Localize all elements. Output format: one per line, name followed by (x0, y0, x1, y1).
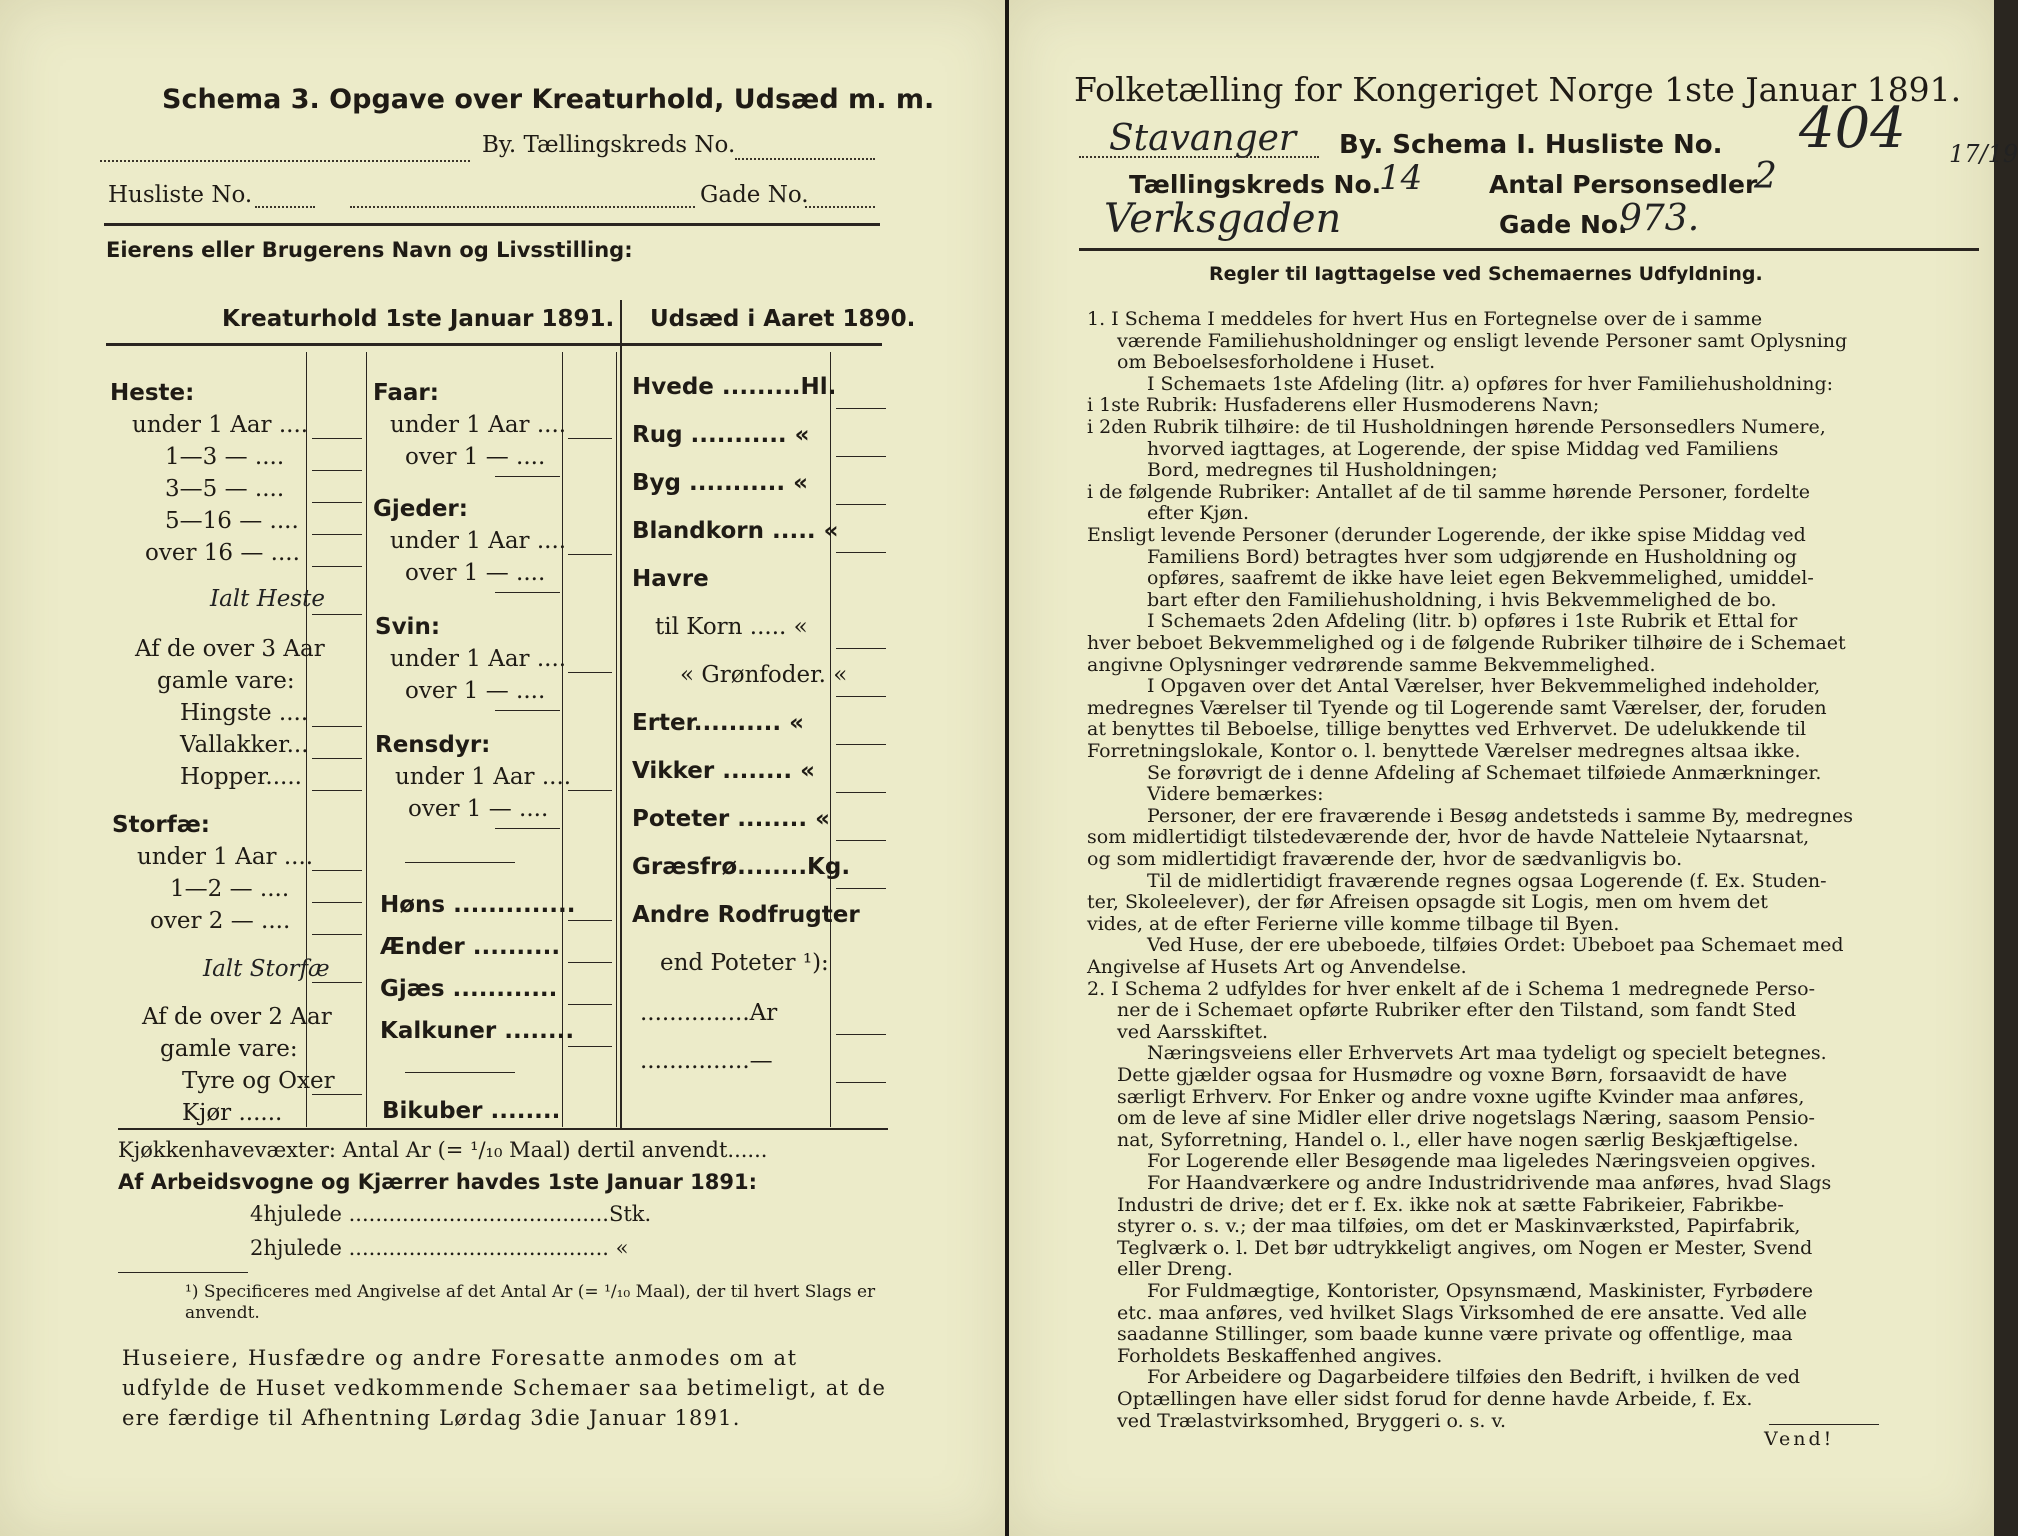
rule-line: For Fuldmægtige, Kontorister, Opsynsmænd, Maskinister, Fyrbødere (1147, 1280, 1813, 1302)
closing-line-1: Huseiere, Husfædre og andre Foresatte anmodes om at (122, 1346, 798, 1370)
entry-line (312, 790, 362, 791)
row-label: Heste: (110, 380, 195, 406)
rule-line: særligt Erhverv. For Enker og andre voxne ugifte Kvinder maa anføres, (1117, 1085, 1805, 1108)
entry-line (836, 1034, 886, 1035)
entry-line (312, 438, 362, 439)
entry-line (836, 504, 886, 505)
row-label: Svin: (375, 614, 441, 640)
col2-divider-b (616, 352, 617, 1127)
row-label: over 1 — .... (408, 796, 549, 822)
col3-divider (830, 352, 831, 1127)
row-label: over 16 — .... (145, 540, 300, 566)
header-rule (1079, 248, 1979, 251)
census-title: Folketælling for Kongeriget Norge 1ste Januar 1891. (1074, 70, 1962, 109)
row-label: Kjør ...... (182, 1100, 283, 1126)
entry-line (836, 552, 886, 553)
by-label: By. Tællingskreds No. (482, 132, 736, 158)
entry-line (312, 758, 362, 759)
by-name-blank (100, 158, 470, 162)
entry-line (568, 438, 612, 439)
rule-line: Forholdets Beskaffenhed angives. (1117, 1344, 1443, 1367)
row-label: Gjeder: (373, 496, 468, 522)
row-label: under 1 Aar .... (137, 844, 314, 870)
rule-line: hver beboet Bekvemmelighed og i de følgende Rubriker tilhøire de i Schemaet (1087, 632, 1846, 654)
entry-line (495, 710, 560, 711)
row-label: Bikuber ........ (382, 1098, 561, 1124)
closing-line-2: udfylde de Huset vedkommende Schemaer saa betimeligt, at de (122, 1376, 887, 1400)
schema3-title: Schema 3. Opgave over Kreaturhold, Udsæd m. m. (162, 84, 935, 115)
husliste-blank (255, 206, 315, 208)
udsaed-header: Udsæd i Aaret 1890. (650, 306, 916, 332)
entry-line (836, 840, 886, 841)
entry-line (836, 744, 886, 745)
row-label: 3—5 — .... (165, 476, 285, 502)
row-label: ...............— (640, 1048, 773, 1074)
hjul2-line: 2hjulede ....................................... « (250, 1236, 629, 1260)
entry-line (568, 920, 612, 921)
arbeidsvogne-line: Af Arbeidsvogne og Kjærrer havdes 1ste Januar 1891: (118, 1170, 758, 1194)
row-label: Vikker ........ « (632, 758, 815, 784)
row-label: Erter.......... « (632, 710, 804, 736)
rule-line: Familiens Bord) betragtes hver som udgjørende en Husholdning og (1147, 545, 1797, 568)
gade-no-label: Gade No. (1499, 210, 1628, 239)
rule-line: i 1ste Rubrik: Husfaderens eller Husmoderens Navn; (1087, 394, 1600, 417)
row-label: Storfæ: (112, 812, 211, 838)
kreatur-header: Kreaturhold 1ste Januar 1891. (222, 306, 615, 332)
by-schema-label: By. Schema I. Husliste No. (1339, 130, 1723, 160)
kjokken-line: Kjøkkenhavevæxter: Antal Ar (= ¹/₁₀ Maal) dertil anvendt...... (118, 1138, 768, 1162)
row-label: 1—3 — .... (165, 444, 285, 470)
entry-line (312, 534, 362, 535)
entry-line (568, 790, 612, 791)
rule-line: angivne Oplysninger vedrørende samme Bekvemmelighed. (1087, 653, 1656, 676)
row-label: Gjæs ............ (380, 976, 558, 1002)
row-label: Ialt Heste (210, 586, 326, 612)
rule-line: at benyttes til Beboelse, tillige benyttes ved Erhvervet. De udelukkende til (1087, 718, 1807, 741)
rule-line: hvorved iagttages, at Logerende, der spise Middag ved Familiens (1147, 437, 1779, 460)
row-label: over 1 — .... (405, 678, 546, 704)
row-label: end Poteter ¹): (660, 950, 829, 976)
row-label: Hopper..... (180, 764, 302, 790)
entry-line (495, 476, 560, 477)
rule-line: 1. I Schema I meddeles for hvert Hus en Fortegnelse over de i samme (1087, 308, 1763, 330)
footnote: ¹) Specificeres med Angivelse af det Antal Ar (= ¹/₁₀ Maal), der til hvert Slags er anvendt. (185, 1282, 876, 1323)
rule-line: vides, at de efter Ferierne ville komme tilbage til Byen. (1087, 912, 1620, 935)
rule-line: saadanne Stillinger, som baade kunne være private og offentlige, maa (1117, 1323, 1793, 1346)
rule-line: værende Familiehusholdninger og ensligt levende Personer samt Oplysning (1117, 329, 1848, 352)
row-label: Af de over 2 Aar (142, 1004, 332, 1030)
row-label: Græsfrø........Kg. (632, 854, 851, 880)
antal-handwritten: 2 (1754, 156, 1777, 197)
husliste-handwritten: 404 (1799, 96, 1906, 161)
header-rule (104, 223, 880, 226)
row-label: Andre Rodfrugter (632, 902, 860, 928)
rule-line: Teglværk o. l. Det bør udtrykkeligt angives, om Nogen er Mester, Svend (1117, 1236, 1813, 1259)
rule-line: I Opgaven over det Antal Værelser, hver Bekvemmelighed indeholder, (1147, 675, 1821, 698)
row-label: Høns .............. (380, 892, 576, 918)
entry-line (312, 470, 362, 471)
table-bottom-rule (118, 1128, 888, 1130)
rule-line: nat, Syforretning, Handel o. l., eller have nogen særlig Beskjæftigelse. (1117, 1128, 1799, 1151)
rule-line: eller Dreng. (1117, 1258, 1233, 1281)
row-label: over 2 — .... (150, 908, 291, 934)
closing-line-3: ere færdige til Afhentning Lørdag 3die Januar 1891. (122, 1406, 741, 1430)
entry-line (405, 1072, 515, 1073)
row-label: 5—16 — .... (165, 508, 299, 534)
rule-line: 2. I Schema 2 udfyldes for hver enkelt af de i Schema 1 medregnede Perso- (1087, 977, 1816, 1000)
rule-line: styrer o. s. v.; der maa tilføies, om det er Maskinværksted, Papirfabrik, (1117, 1215, 1801, 1238)
row-label: under 1 Aar .... (132, 412, 309, 438)
rule-line: For Haandværkere og andre Industridrivende maa anføres, hvad Slags (1147, 1172, 1832, 1194)
row-label: Vallakker... (180, 732, 309, 758)
rule-line: som midlertidigt tilstedeværende der, hvor de havde Natteleie Nytaarsnat, (1087, 826, 1810, 849)
rule-line: efter Kjøn. (1147, 502, 1250, 525)
entry-line (568, 672, 612, 673)
entry-line (836, 696, 886, 697)
row-label: under 1 Aar .... (390, 528, 567, 554)
entry-line (312, 902, 362, 903)
row-label: Ænder .......... (380, 934, 561, 960)
rule-line: ved Aarsskiftet. (1117, 1020, 1268, 1043)
rule-line: Forretningslokale, Kontor o. l. benyttede Værelser medregnes altsaa ikke. (1087, 740, 1801, 762)
gade-no-handwritten: 973. (1619, 198, 1700, 239)
rule-line: Dette gjælder ogsaa for Husmødre og voxne Børn, forsaavidt de have (1117, 1064, 1788, 1086)
margin-handwritten: 17/19 (1949, 140, 2018, 168)
entry-line (836, 1082, 886, 1083)
entry-line (495, 592, 560, 593)
left-page-schema-3 (0, 0, 1005, 1536)
rule-line: Industri de drive; det er f. Ex. ikke nok at sætte Fabrikeier, Fabrikbe- (1117, 1193, 1784, 1216)
row-label: under 1 Aar .... (390, 412, 567, 438)
entry-line (405, 862, 515, 863)
row-label: Kalkuner ........ (380, 1018, 575, 1044)
row-label: ...............Ar (640, 1000, 778, 1026)
row-label: Havre (632, 566, 709, 592)
entry-line (568, 1046, 612, 1047)
gade-handwritten: Verksgaden (1104, 196, 1342, 242)
rule-line: Bord, medregnes til Husholdningen; (1147, 459, 1498, 482)
entry-line (312, 1094, 362, 1095)
entry-line (836, 456, 886, 457)
row-label: under 1 Aar .... (390, 646, 567, 672)
rule-line: I Schemaets 2den Afdeling (litr. b) opføres i 1ste Rubrik et Ettal for (1147, 610, 1798, 633)
entry-line (312, 502, 362, 503)
row-label: over 1 — .... (405, 560, 546, 586)
entry-line (836, 792, 886, 793)
row-label: Tyre og Oxer (182, 1068, 335, 1094)
row-label: Poteter ........ « (632, 806, 830, 832)
rules-heading: Regler til Iagttagelse ved Schemaernes Udfyldning. (1209, 263, 1763, 285)
row-label: Byg ........... « (632, 470, 808, 496)
row-label: Af de over 3 Aar (135, 636, 325, 662)
row-label: Rug ........... « (632, 422, 810, 448)
rule-line: For Arbeidere og Dagarbeidere tilføies den Bedrift, i hvilken de ved (1147, 1366, 1800, 1389)
row-label: over 1 — .... (405, 444, 546, 470)
row-label: gamle vare: (157, 668, 295, 694)
row-label: Rensdyr: (375, 732, 491, 758)
rule-line: medregnes Værelser til Tyende og til Logerende samt Værelser, der, foruden (1087, 696, 1827, 719)
row-label: Ialt Storfæ (203, 956, 330, 982)
rule-line: i 2den Rubrik tilhøire: de til Husholdningen hørende Personsedlers Numere, (1087, 416, 1826, 438)
rule-line: I Schemaets 1ste Afdeling (litr. a) opføres for hver Familiehusholdning: (1147, 372, 1834, 395)
rule-line: Se forøvrigt de i denne Afdeling af Schemaet tilføiede Anmærkninger. (1147, 761, 1822, 784)
rule-line: etc. maa anføres, ved hvilket Slags Virksomhed de ere ansatte. Ved alle (1117, 1301, 1808, 1324)
rule-line: Optællingen have eller sidst forud for denne havde Arbeide, f. Ex. (1117, 1388, 1753, 1410)
vend-label: Vend! (1764, 1428, 1835, 1450)
rule-line: Ved Huse, der ere ubeboede, tilføies Ordet: Ubeboet paa Schemaet med (1147, 934, 1844, 957)
gade-label: Gade No. (700, 182, 809, 208)
rule-line: om Beboelsesforholdene i Huset. (1117, 351, 1436, 374)
entry-line (568, 962, 612, 963)
row-label: under 1 Aar .... (395, 764, 572, 790)
row-label: « Grønfoder. « (680, 662, 848, 688)
entry-line (836, 408, 886, 409)
entry-line (312, 726, 362, 727)
rule-line: Næringsveiens eller Erhvervets Art maa tydeligt og specielt betegnes. (1147, 1042, 1827, 1065)
entry-line (836, 888, 886, 889)
col2-divider-a (562, 352, 563, 1127)
row-label: til Korn ..... « (655, 614, 808, 640)
kreds-blank (735, 158, 875, 160)
entry-line (495, 828, 560, 829)
rule-line: For Logerende eller Besøgende maa ligeledes Næringsveien opgives. (1147, 1150, 1817, 1173)
vend-rule (1769, 1424, 1879, 1425)
entry-line (312, 614, 362, 615)
rule-line: Ensligt levende Personer (derunder Logerende, der ikke spise Middag ved (1087, 524, 1806, 546)
footnote-rule (118, 1272, 248, 1273)
rule-line: Videre bemærkes: (1147, 783, 1324, 806)
city-blank (1079, 156, 1319, 158)
rule-line: Personer, der ere fraværende i Besøg andetsteds i samme By, medregnes (1147, 804, 1853, 827)
rule-line: om de leve af sine Midler eller drive nogetslags Næring, saasom Pensio- (1117, 1107, 1815, 1130)
rule-line: ner de i Schemaet opførte Rubriker efter den Tilstand, som fandt Sted (1117, 999, 1797, 1022)
city-handwritten: Stavanger (1109, 118, 1297, 159)
entry-line (312, 982, 362, 983)
col1-divider-b (366, 352, 367, 1127)
kreds-label: Tællingskreds No. (1129, 170, 1382, 199)
rule-line: Til de midlertidigt fraværende regnes ogsaa Logerende (f. Ex. Studen- (1147, 869, 1827, 892)
entry-line (312, 934, 362, 935)
rule-line: ved Trælastvirksomhed, Bryggeri o. s. v. (1117, 1409, 1506, 1432)
kreds-handwritten: 14 (1379, 158, 1423, 198)
row-label: Faar: (373, 380, 439, 406)
gade-no-blank (805, 206, 875, 208)
entry-line (568, 554, 612, 555)
gade-blank (350, 206, 695, 208)
eier-label: Eierens eller Brugerens Navn og Livsstilling: (106, 238, 633, 262)
right-page-schema-1 (1005, 0, 2018, 1536)
row-label: Blandkorn ..... « (632, 518, 839, 544)
rule-line: Angivelse af Husets Art og Anvendelse. (1087, 956, 1467, 978)
table-header-rule (106, 343, 882, 346)
rule-line: og som midlertidigt fraværende der, hvor de sædvanligvis bo. (1087, 848, 1683, 870)
antal-label: Antal Personsedler (1489, 170, 1758, 199)
hjul4-line: 4hjulede .......................................Stk. (250, 1202, 652, 1226)
row-label: Hvede .........Hl. (632, 374, 837, 400)
table-divider-main (620, 300, 622, 1128)
rule-line: ter, Skoleelever), der før Afreisen opsagde sit Logis, men om hvem det (1087, 891, 1768, 914)
rule-line: i de følgende Rubriker: Antallet af de til samme hørende Personer, fordelte (1087, 480, 1811, 503)
entry-line (312, 566, 362, 567)
rule-line: opføres, saafremt de ikke have leiet egen Bekvemmelighed, umiddel- (1147, 567, 1814, 590)
row-label: 1—2 — .... (170, 876, 290, 902)
entry-line (312, 870, 362, 871)
entry-line (568, 1004, 612, 1005)
entry-line (836, 648, 886, 649)
rule-line: bart efter den Familiehusholdning, i hvis Bekvemmelighed de bo. (1147, 588, 1777, 611)
row-label: Hingste .... (180, 700, 309, 726)
row-label: gamle vare: (160, 1036, 298, 1062)
husliste-label: Husliste No. (108, 182, 253, 208)
